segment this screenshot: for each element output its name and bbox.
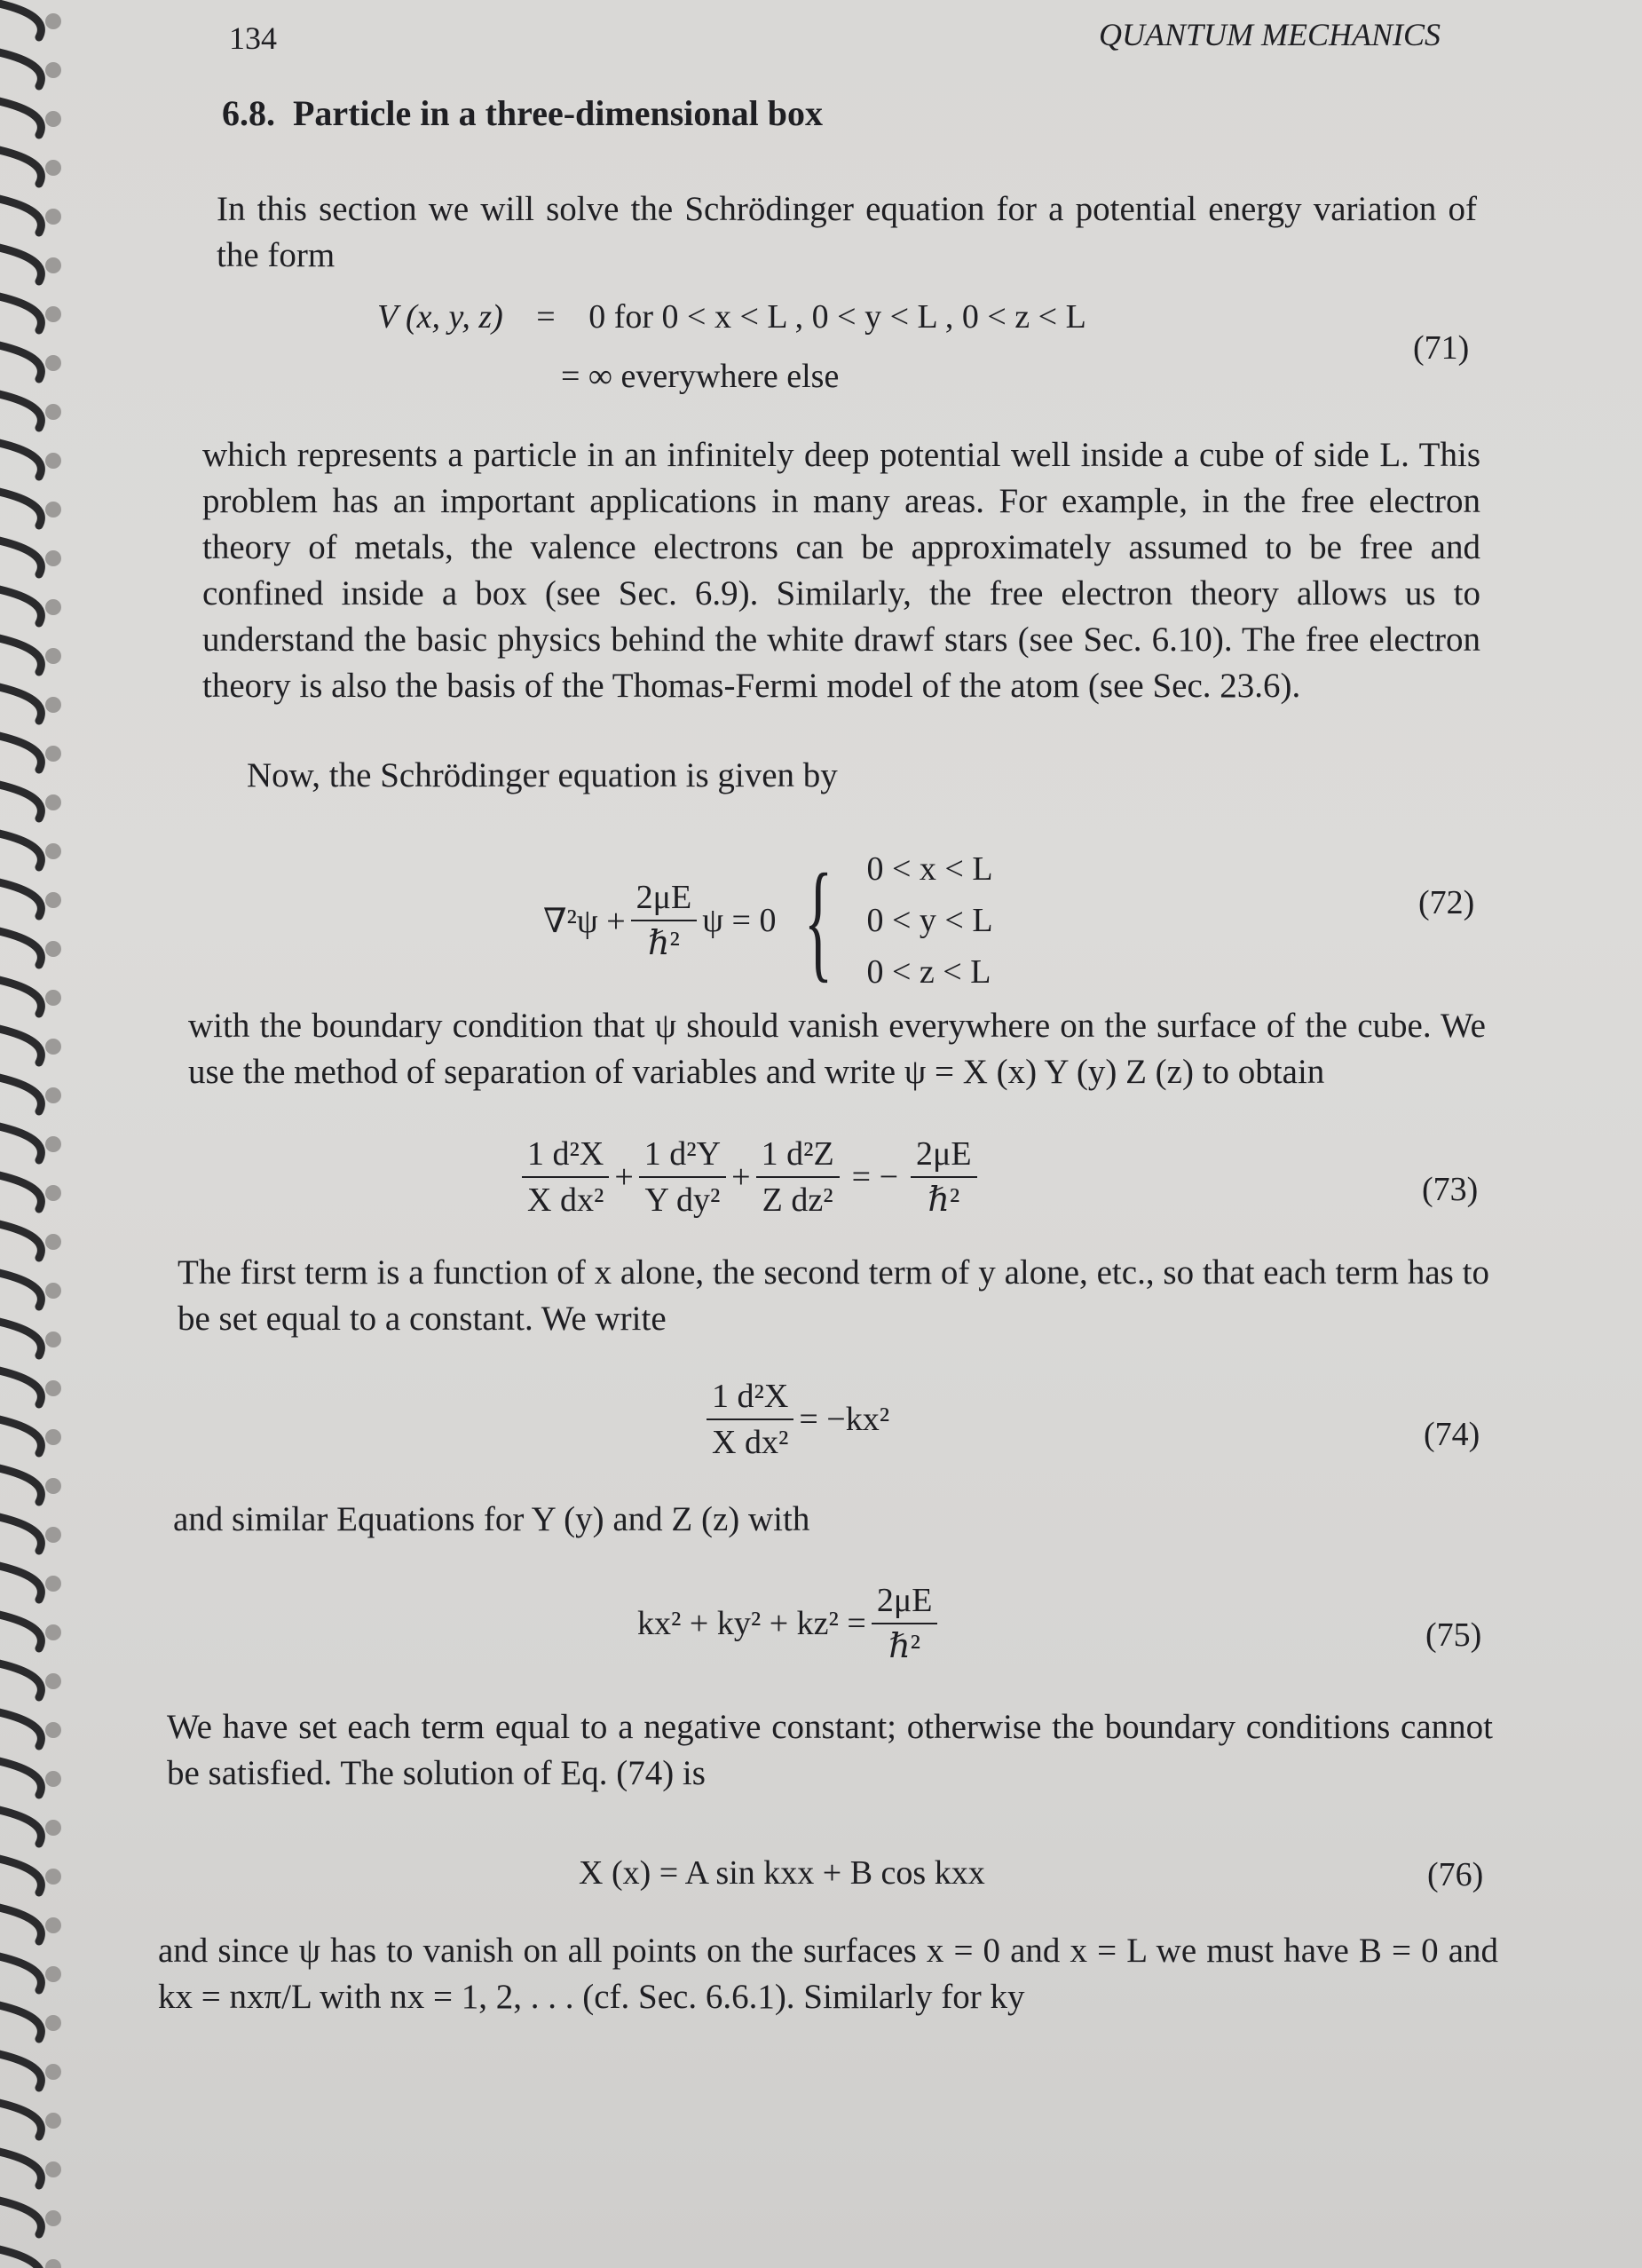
binding-ring (0, 832, 41, 867)
binding-hole (45, 2259, 61, 2268)
paragraph-boundary-solution: and since ψ has to vanish on all points on the surfaces x = 0 and x = L we must have B = 0 and kx = nxπ/L with nx = 1, 2, . . . (cf. Sec. 6.6.1). Similarly for ky (158, 1932, 1498, 2016)
binding-ring (0, 2150, 41, 2185)
binding-ring (0, 1662, 41, 1697)
equation-76-number: (76) (1427, 1856, 1484, 1893)
running-title: QUANTUM MECHANICS (1099, 17, 1441, 52)
binding-ring (0, 148, 41, 184)
binding-hole (45, 1869, 61, 1885)
binding-hole (45, 648, 61, 664)
paragraph-boundary: with the boundary condition that ψ should vanish everywhere on the surface of the cube. We use the method of separation of variables and write ψ = X (x) Y (y) Z (z) to obtain (188, 1007, 1486, 1091)
equation-71-line-2: = ∞ everywhere else (561, 358, 840, 395)
binding-ring (0, 636, 41, 672)
page-number: 134 (229, 20, 277, 56)
equation-71-line-1: V (x, y, z) = 0 for 0 < x < L , 0 < y < L , 0 < z < L (377, 298, 1086, 336)
binding-ring (0, 1955, 41, 1990)
binding-ring (0, 441, 41, 477)
binding-hole (45, 1429, 61, 1445)
binding-ring (0, 783, 41, 818)
binding-hole (45, 1624, 61, 1640)
binding-hole (45, 1917, 61, 1933)
paragraph-schrodinger-intro: Now, the Schrödinger equation is given by (247, 756, 838, 794)
binding-ring (0, 2, 41, 37)
binding-hole (45, 1576, 61, 1592)
binding-hole (45, 2113, 61, 2129)
binding-ring (0, 246, 41, 281)
binding-hole (45, 13, 61, 29)
binding-ring (0, 1027, 41, 1063)
binding-hole (45, 2210, 61, 2226)
binding-hole (45, 697, 61, 713)
binding-ring (0, 539, 41, 574)
binding-ring (0, 978, 41, 1014)
equation-74: $\frac{\text{1 d²X}}{\text{X dx²}}$ = −kx² (701, 1376, 889, 1463)
binding-ring (0, 99, 41, 135)
binding-hole (45, 892, 61, 908)
binding-ring (0, 1369, 41, 1404)
paragraph-negative-constant: We have set each term equal to a negative constant; otherwise the boundary conditions cannot be satisfied. The solution of Eq. (74) is (167, 1708, 1493, 1792)
binding-ring (0, 1174, 41, 1209)
equation-76: X (x) = A sin kxx + B cos kxx (579, 1854, 985, 1892)
section-number: 6.8. (222, 93, 275, 133)
binding-ring (0, 1711, 41, 1746)
binding-ring (0, 881, 41, 916)
binding-hole (45, 1478, 61, 1494)
equation-75: kx² + ky² + kz² = $\frac{2\mu E}{\text{ℏ²}}$ (637, 1580, 943, 1667)
binding-ring (0, 1759, 41, 1795)
equation-73-number: (73) (1422, 1171, 1479, 1208)
binding-ring (0, 1857, 41, 1893)
binding-hole (45, 1136, 61, 1152)
binding-hole (45, 1185, 61, 1201)
binding-ring (0, 929, 41, 965)
binding-hole (45, 843, 61, 859)
binding-hole (45, 257, 61, 273)
binding-ring (0, 490, 41, 526)
binding-hole (45, 502, 61, 518)
paragraph-well: which represents a particle in an infinitely deep potential well inside a cube of side L. This problem has an important applications in many areas. For example, in the free electron theory of metals, the valence electrons can be approximately assumed to be free and confined inside a box (see Sec. 6.9). Similarly, the free electron theory allows us to understand the basic physics behind the white drawf stars (see Sec. 6.10). The free electron theory is also the basis of the Thomas-Fermi model of the atom (see Sec. 23.6). (202, 436, 1480, 705)
binding-hole (45, 550, 61, 566)
binding-ring (0, 392, 41, 428)
binding-ring (0, 2101, 41, 2137)
binding-hole (45, 2064, 61, 2080)
binding-hole (45, 1722, 61, 1738)
binding-hole (45, 453, 61, 469)
binding-ring (0, 1418, 41, 1453)
binding-hole (45, 355, 61, 371)
binding-hole (45, 1966, 61, 1982)
binding-ring (0, 1466, 41, 1502)
binding-ring (0, 734, 41, 770)
binding-ring (0, 1125, 41, 1160)
binding-ring (0, 1515, 41, 1551)
binding-hole (45, 1234, 61, 1250)
binding-hole (45, 941, 61, 957)
spiral-binding (0, 0, 98, 2268)
binding-ring (0, 1613, 41, 1648)
binding-hole (45, 62, 61, 78)
paragraph-intro: In this section we will solve the Schrödinger equation for a potential energy variation of the form (217, 190, 1477, 274)
binding-ring (0, 2248, 41, 2268)
binding-hole (45, 1087, 61, 1103)
binding-ring (0, 295, 41, 330)
equation-75-number: (75) (1425, 1616, 1482, 1654)
binding-ring (0, 51, 41, 86)
binding-hole (45, 1283, 61, 1299)
binding-hole (45, 1332, 61, 1347)
binding-ring (0, 2199, 41, 2234)
binding-hole (45, 746, 61, 762)
binding-hole (45, 990, 61, 1006)
section-title: Particle in a three-dimensional box (293, 93, 823, 133)
binding-hole (45, 306, 61, 322)
binding-ring (0, 2003, 41, 2039)
binding-hole (45, 2161, 61, 2177)
binding-ring (0, 1808, 41, 1844)
binding-hole (45, 1771, 61, 1787)
binding-ring (0, 1564, 41, 1600)
binding-ring (0, 1320, 41, 1355)
binding-hole (45, 1527, 61, 1543)
binding-ring (0, 344, 41, 379)
section-heading (222, 92, 823, 134)
binding-hole (45, 209, 61, 225)
binding-ring (0, 685, 41, 721)
equation-74-number: (74) (1424, 1416, 1480, 1453)
binding-ring (0, 1271, 41, 1307)
paragraph-similar: and similar Equations for Y (y) and Z (z) with (173, 1500, 810, 1538)
binding-hole (45, 599, 61, 615)
binding-ring (0, 1906, 41, 1941)
binding-hole (45, 794, 61, 810)
binding-ring (0, 588, 41, 623)
binding-hole (45, 1380, 61, 1396)
equation-72-conditions: 0 < x < L 0 < y < L 0 < z < L (866, 850, 993, 991)
paragraph-separation: The first term is a function of x alone, the second term of y alone, etc., so that each term has to be set equal to a constant. We write (178, 1253, 1489, 1338)
binding-hole (45, 2015, 61, 2031)
binding-ring (0, 197, 41, 233)
binding-ring (0, 1076, 41, 1111)
binding-hole (45, 1039, 61, 1055)
binding-hole (45, 1820, 61, 1836)
binding-hole (45, 1673, 61, 1689)
binding-ring (0, 2052, 41, 2088)
equation-72: ∇²ψ + $\frac{2\mu E}{\text{ℏ²}}$ ψ = 0 { 0 < x < L 0 < y < L 0 < z < L (543, 843, 993, 998)
binding-hole (45, 404, 61, 420)
binding-ring (0, 1222, 41, 1258)
equation-73: $\frac{\text{1 d²X}}{\text{X dx²}}$ + $\frac{\text{1 d²Y}}{\text{Y dy²}}$ + $\frac{\text{1 d²Z}}{\text{Z dz²}}$ = − $\frac{2\mu E}{\text{ℏ²}}$ (517, 1134, 983, 1221)
equation-71-number: (71) (1413, 329, 1470, 367)
equation-72-number: (72) (1418, 884, 1475, 921)
binding-hole (45, 160, 61, 176)
binding-hole (45, 111, 61, 127)
